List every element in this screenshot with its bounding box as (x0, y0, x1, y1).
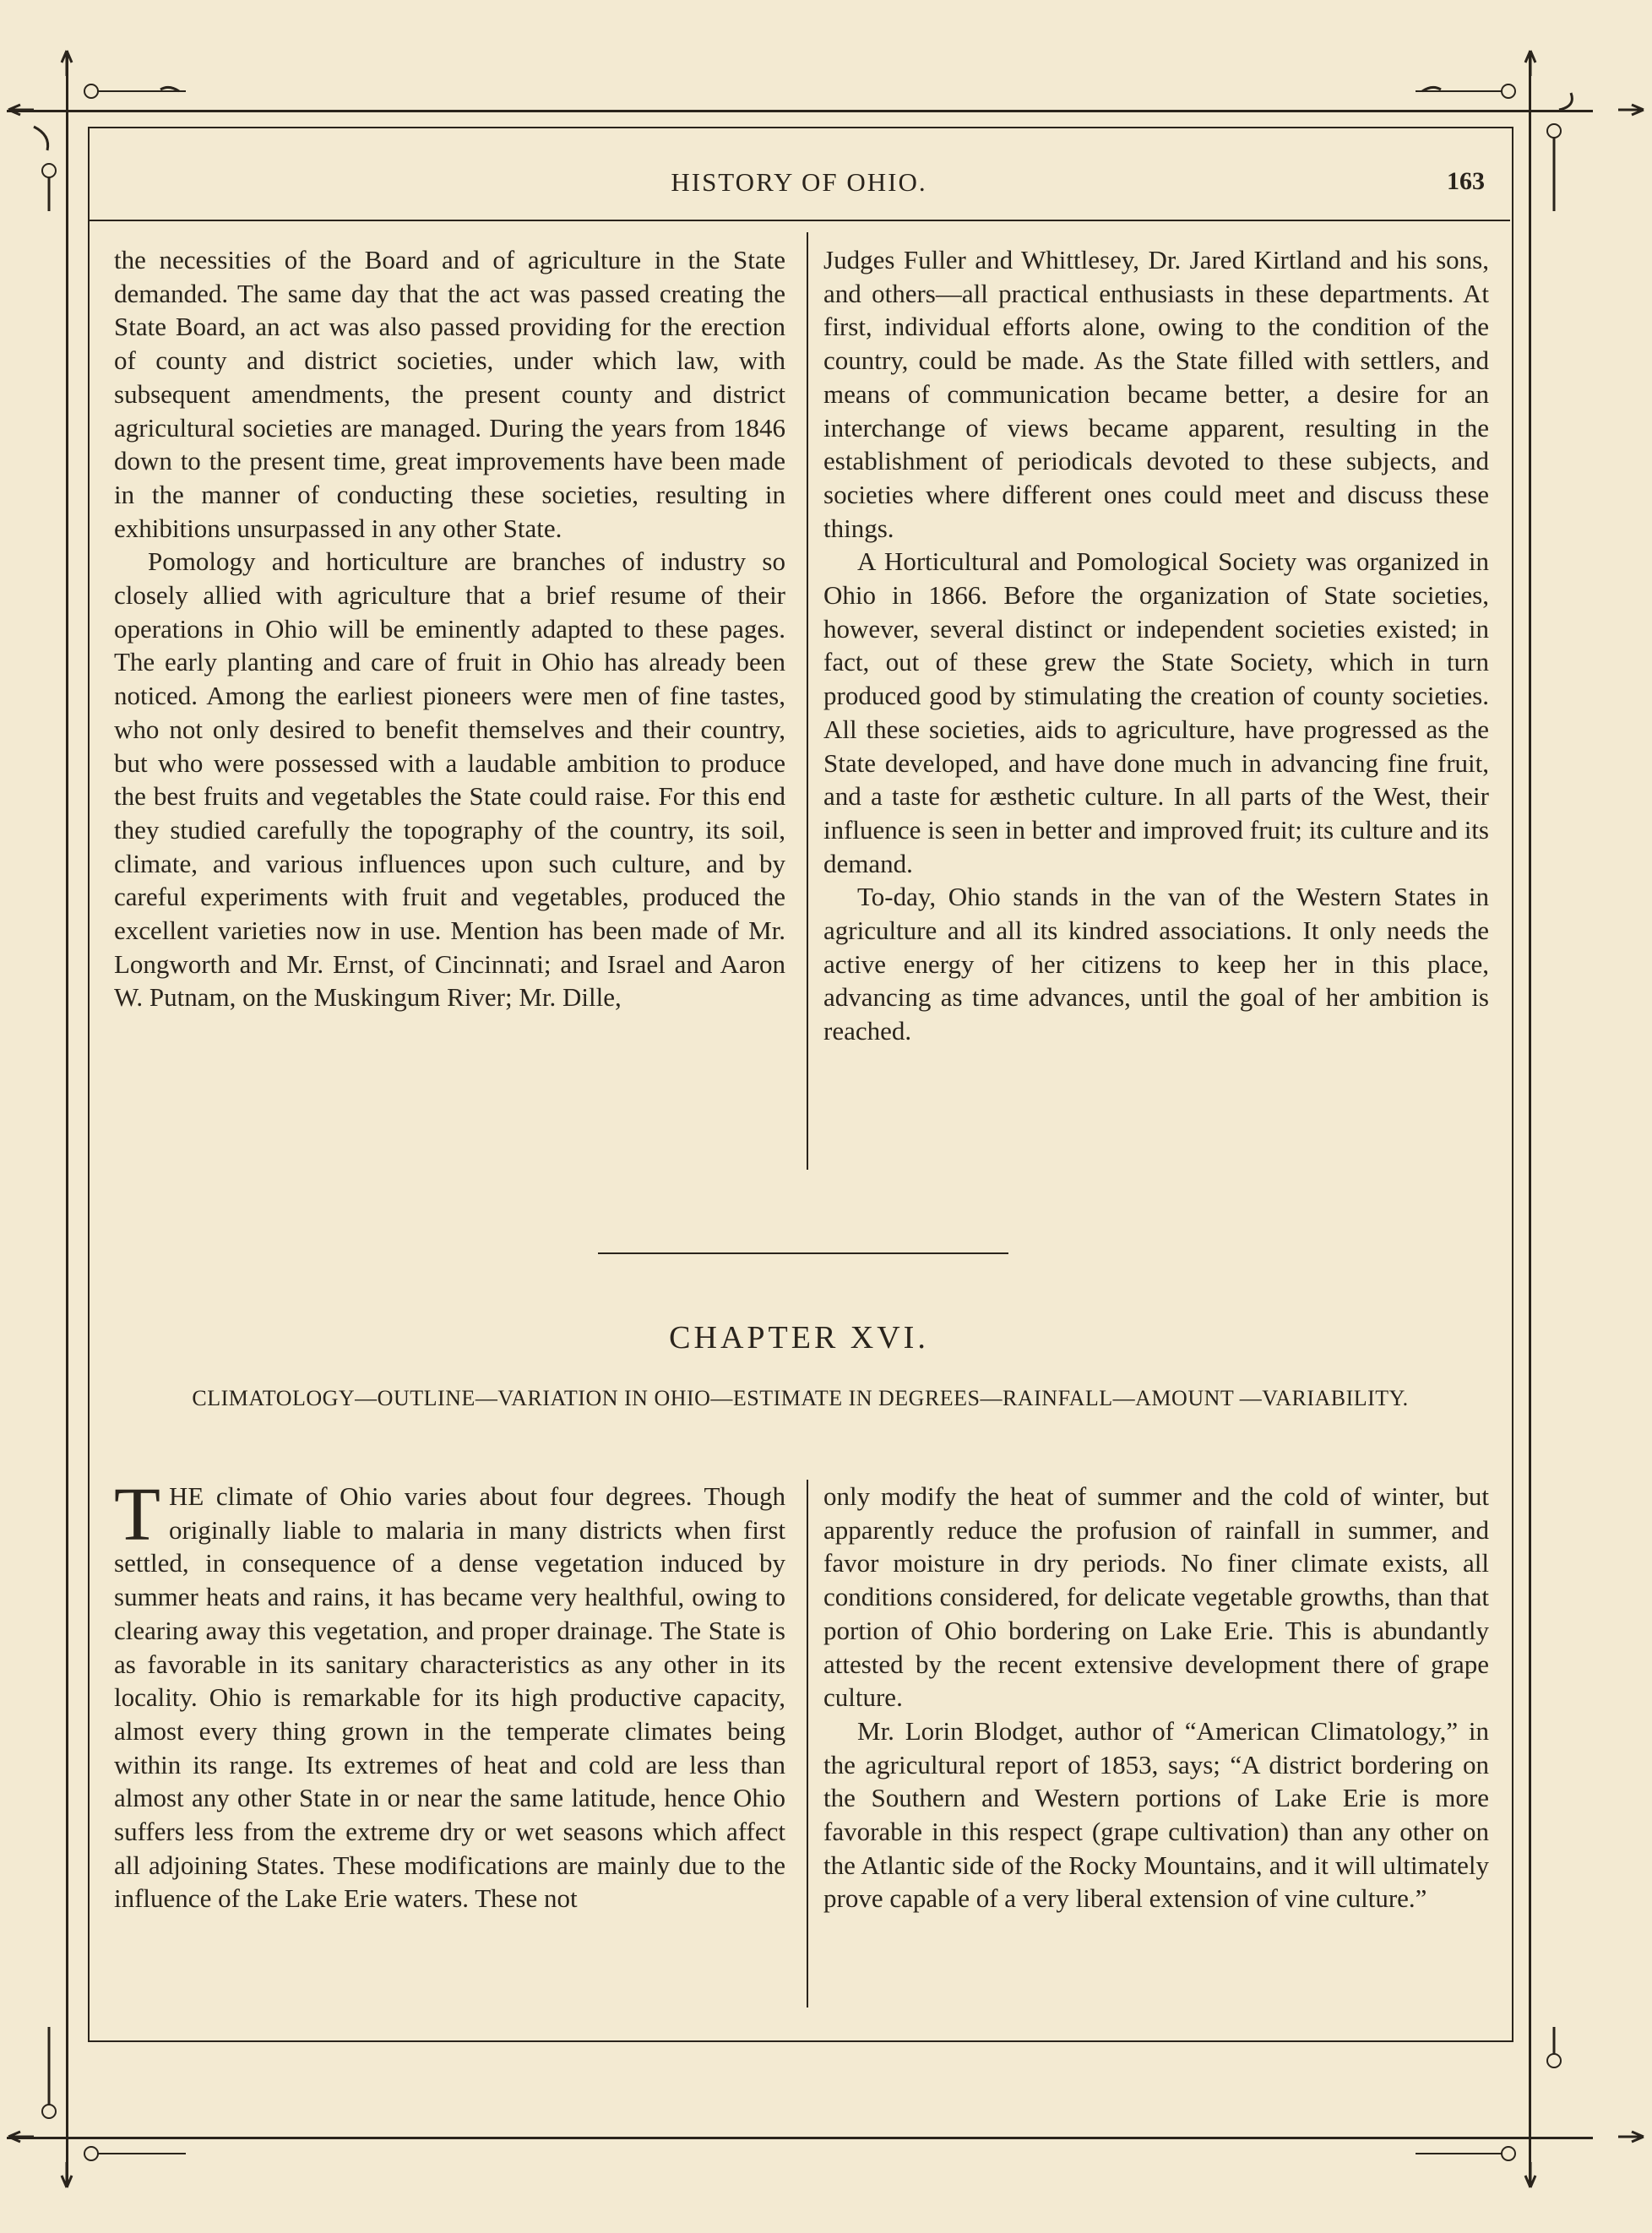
paragraph: Pomology and horticulture are branches of industry so closely allied with agriculture that a brief resume of their operations in Ohio will be eminently adapted to these pages. The early planting and care of fruit in Ohio has already been noticed. Among the earliest pioneers were men of fine tastes, who not only desired to benefit themselves and their country, but who were possessed with a laudable ambition to produce the best fruits and vegetables the State could raise. For this end they studied carefully the topography of the country, its soil, climate, and various influences upon such culture, and by careful experiments with fruit and vegetables, produced the excellent varieties now in use. Mention has been made of Mr. Longworth and Mr. Ernst, of Cincinnati; and Israel and Aaron W. Putnam, on the Muskingum River; Mr. Dille, (114, 546, 785, 1013)
top-left-column (114, 243, 785, 1014)
section-divider (598, 1252, 1008, 1254)
chapter-summary: CLIMATOLOGY—OUTLINE—VARIATION IN OHIO—ESTIMATE IN DEGREES—RAINFALL—AMOUNT —VARIABILITY. (192, 1386, 1409, 1410)
paragraph-text: HE climate of Ohio varies about four degrees. Though originally liable to malaria in many districts when first settled, in consequence of a dense vegetation induced by summer heats and rains, it has became very healthful, owing to clearing away this vegetation, and proper drainage. The State is as favorable in its sanitary characteristics as any other in its locality. Ohio is remarkable for its high productive capacity, almost every thing grown in the temperate climates being within its range. Its extremes of heat and cold are less than almost any other State in or near the same latitude, hence Ohio suffers less from the extreme dry or wet seasons which affect all adjoining States. These modifications are mainly due to the influence of the Lake Erie waters. These not (114, 1481, 785, 1914)
drop-cap: T (114, 1473, 160, 1557)
column-rule (807, 1480, 808, 2008)
paragraph: A Horticultural and Pomological Society was organized in Ohio in 1866. Before the organization of State societies, however, several distinct or independent societies existed; in fact, out of these grew the State Society, which in turn produced good by stimulating the creation of county societies. All these societies, aids to agriculture, have progressed as the State developed, and have done much in advancing fine fruit, and a taste for æsthetic culture. In all parts of the West, their influence is seen in better and improved fruit; its culture and its demand. (823, 546, 1489, 878)
paragraph: To-day, Ohio stands in the van of the Western States in agriculture and all its kindred associations. It only needs the active energy of her citizens to keep her in this place, advancing as time advances, until the goal of her ambition is reached. (823, 882, 1489, 1046)
corner-ornament-bottom-right (1416, 2027, 1652, 2196)
frame-bottom-line (7, 2137, 1593, 2139)
paragraph: Mr. Lorin Blodget, author of “American Climatology,” in the agricultural report of 1853, says; “A district bordering on the Southern and Western portions of Lake Erie is more favorable in this respect (grape cultivation) than any other on the Atlantic side of the Rocky Mountains, and it will ultimately prove capable of a very liberal extension of vine culture.” (823, 1715, 1489, 1914)
paragraph: only modify the heat of summer and the cold of winter, but apparently reduce the profusion of rainfall in summer, and favor moisture in dry periods. No finer climate exists, all conditions considered, for delicate vegetable growths, than that portion of Ohio bordering on Lake Erie. This is abundantly attested by the recent extensive development there of grape culture. (823, 1481, 1489, 1713)
chapter-right-column (823, 1480, 1489, 1915)
column-rule (807, 232, 808, 1170)
running-head (88, 160, 1510, 203)
head-rule (88, 220, 1510, 221)
running-title: HISTORY OF OHIO. (671, 167, 927, 197)
page-number: 163 (1447, 167, 1485, 195)
frame-right-line (1529, 51, 1531, 2187)
chapter-left-column (114, 1473, 785, 1915)
paragraph (114, 1473, 785, 1915)
chapter-title: CHAPTER XVI. (669, 1320, 929, 1356)
corner-ornament-bottom-left (0, 2027, 236, 2196)
frame-left-line (66, 51, 68, 2187)
paragraph: Judges Fuller and Whittlesey, Dr. Jared Kirtland and his sons, and others—all practical enthusiasts in these departments. At first, individual efforts alone, owing to the condition of the country, could be made. As the State filled with settlers, and means of communication became better, a desire for an interchange of views became apparent, resulting in the establishment of periodicals devoted to these subjects, and societies where different ones could meet and discuss these things. (823, 245, 1489, 543)
paragraph: the necessities of the Board and of agriculture in the State demanded. The same day that the act was passed creating the State Board, an act was also passed providing for the erection of county and district societies, under which law, with subsequent amendments, the present county and district agricultural societies are managed. During the years from 1846 down to the present time, great improvements have been made in the manner of conducting these societies, resulting in exhibitions unsurpassed in any other State. (114, 245, 785, 543)
frame-top-line (7, 110, 1593, 112)
top-right-column (823, 243, 1489, 1048)
